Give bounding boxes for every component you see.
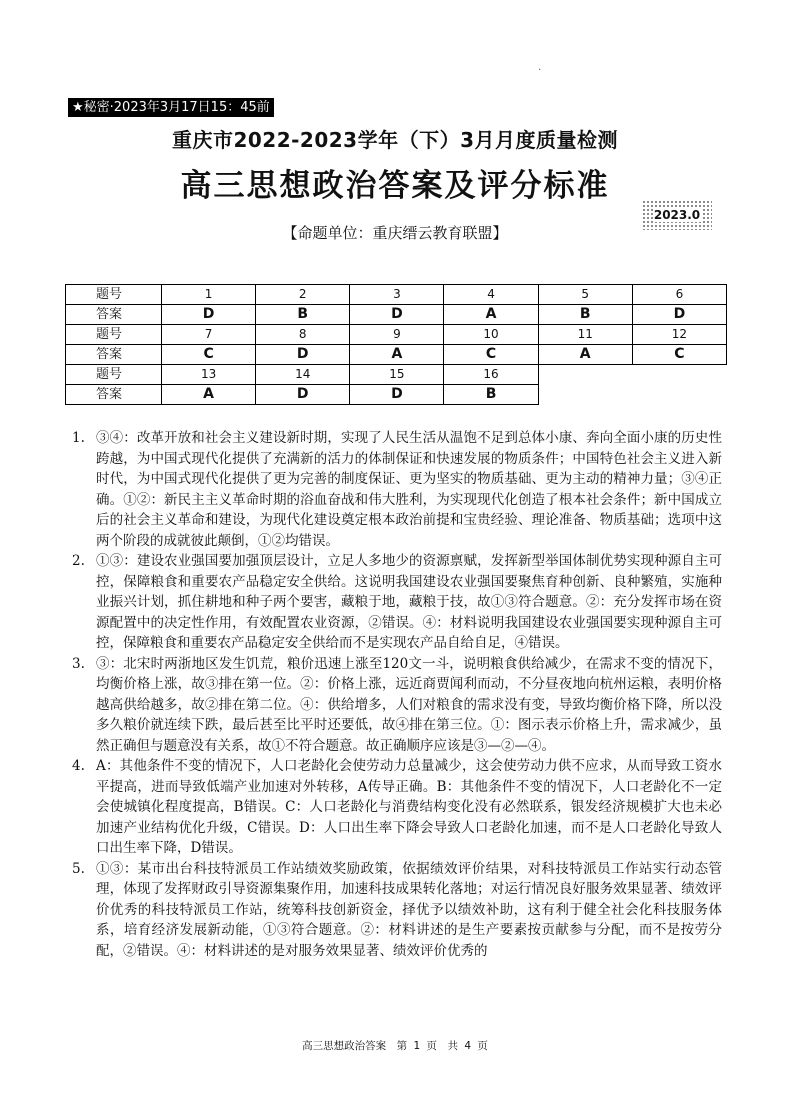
answer-cell: B — [538, 305, 632, 325]
table-row — [66, 365, 727, 385]
table-row — [66, 385, 727, 405]
question-number: 6 — [632, 285, 726, 305]
question-number: 9 — [350, 325, 444, 345]
question-number: 8 — [256, 325, 350, 345]
empty-cell — [538, 385, 726, 405]
item-text: ①③：建设农业强国要加强顶层设计，立足人多地少的资源禀赋，发挥新型举国体制优势实现种源自主可控，保障粮食和重要农产品稳定安全供给。这说明我国建设农业强国要聚焦育种创新、良种繁殖，实施种业振兴计划，抓住耕地和种子两个要害，藏粮于地，藏粮于技，故①③符合题意。②：充分发挥市场在资源配置中的决定性作用，有效配置农业资源，②错误。④：材料说明我国建设农业强国要实现种源自主可控，保障粮食和重要农产品稳定安全供给而不是实现农产品自给自足，④错误。 — [96, 553, 722, 651]
empty-cell — [538, 365, 726, 385]
table-row — [66, 285, 727, 305]
question-number: 14 — [256, 365, 350, 385]
item-text: A：其他条件不变的情况下，人口老龄化会使劳动力总量减少，这会使劳动力供不应求，从而导致工资水平提高，进而导致低端产业加速对外转移，A传导正确。B：其他条件不变的情况下，人口老龄化不一定会使城镇化程度提高，B错误。C：人口老龄化与消费结构变化没有必然联系，银发经济规模扩大也未必加速产业结构优化升级，C错误。D：人口出生率下降会导致人口老龄化加速，而不是人口老龄化导致人口出生率下降，D错误。 — [96, 758, 722, 856]
explanation-item — [72, 428, 722, 551]
row-label: 题号 — [66, 365, 162, 385]
item-number: 4. — [72, 758, 85, 774]
question-number: 16 — [444, 365, 538, 385]
question-number: 4 — [444, 285, 538, 305]
answer-cell: A — [350, 345, 444, 365]
item-number: 3. — [72, 655, 85, 672]
answer-cell: A — [162, 385, 256, 405]
question-number: 7 — [162, 325, 256, 345]
question-number: 2 — [256, 285, 350, 305]
question-number: 1 — [162, 285, 256, 305]
answer-cell: D — [350, 305, 444, 325]
answer-cell: A — [538, 345, 632, 365]
question-number: 10 — [444, 325, 538, 345]
row-label: 题号 — [66, 325, 162, 345]
top-dot: . — [538, 62, 542, 73]
secret-label: ★秘密·2023年3月17日15：45前 — [68, 98, 274, 117]
answer-cell: B — [256, 305, 350, 325]
exam-title: 重庆市2022-2023学年（下）3月月度质量检测 — [171, 128, 619, 152]
authoring-unit: 【命题单位：重庆缙云教育联盟】 — [282, 224, 508, 242]
question-number: 15 — [350, 365, 444, 385]
answer-cell: C — [162, 345, 256, 365]
item-number: 2. — [72, 553, 85, 569]
explanation-item — [72, 654, 722, 757]
stamp-text: 2023.0 — [653, 208, 701, 222]
explanation-item — [72, 551, 722, 654]
answer-cell: D — [256, 345, 350, 365]
row-label: 题号 — [66, 285, 162, 305]
row-label: 答案 — [66, 345, 162, 365]
answer-cell: D — [632, 305, 726, 325]
question-number: 5 — [538, 285, 632, 305]
row-label: 答案 — [66, 385, 162, 405]
page-title: 高三思想政治答案及评分标准 — [180, 168, 610, 204]
question-number: 11 — [538, 325, 632, 345]
item-number: 1. — [72, 430, 85, 446]
table-row — [66, 305, 727, 325]
answer-cell: D — [162, 305, 256, 325]
item-text: ①③：某市出台科技特派员工作站绩效奖励政策，依据绩效评价结果，对科技特派员工作站实行动态管理，体现了发挥财政引导资源集聚作用，加速科技成果转化落地；对运行情况良好服务效果显著、绩效评价优秀的科技特派员工作站，统筹科技创新资金，择优予以绩效补助，这有利于健全社会化科技服务体系，培育经济发展新动能，①③符合题意。②：材料讲述的是生产要素按贡献参与分配，而不是按劳分配，②错误。④：材料讲述的是对服务效果显著、绩效评价优秀的 — [96, 860, 722, 959]
answer-cell: C — [632, 345, 726, 365]
answer-cell: C — [444, 345, 538, 365]
item-text: ③④：改革开放和社会主义建设新时期，实现了人民生活从温饱不足到总体小康、奔向全面小康的历史性跨越，为中国式现代化提供了充满新的活力的体制保证和快速发展的物质条件；中国特色社会主义进入新时代，为中国式现代化提供了更为完善的制度保证、更为坚实的物质基础、更为主动的精神力量；③④正确。①②：新民主主义革命时期的浴血奋战和伟大胜利，为实现现代化创造了根本社会条件；新中国成立后的社会主义革命和建设，为现代化建设奠定根本政治前提和宝贵经验、理论准备、物质基础；选项中这两个阶段的成就彼此颠倒，①②均错误。 — [96, 430, 722, 549]
item-text: ③：北宋时两浙地区发生饥荒，粮价迅速上涨至120文一斗，说明粮食供给减少，在需求不变的情况下，均衡价格上涨，故③排在第一位。②：价格上涨，远近商贾闻利而动，不分昼夜地向杭州运粮，表明价格越高供给越多，故②排在第二位。④：供给增多，人们对粮食的需求没有变，导致均衡价格下降，所以没多久粮价就连续下跌，最后甚至比平时还要低，故④排在第三位。①：图示表示价格上升，需求减少，虽然正确但与题意没有关系，故①不符合题意。故正确顺序应该是③—②—④。 — [96, 655, 722, 754]
question-number: 3 — [350, 285, 444, 305]
explanations — [72, 428, 722, 961]
answer-cell: A — [444, 305, 538, 325]
answer-cell: D — [350, 385, 444, 405]
answer-cell: B — [444, 385, 538, 405]
answer-table — [65, 284, 727, 405]
question-number: 13 — [162, 365, 256, 385]
explanation-item — [72, 859, 722, 962]
explanation-item — [72, 756, 722, 859]
table-row — [66, 345, 727, 365]
table-row — [66, 325, 727, 345]
item-number: 5. — [72, 860, 85, 877]
answer-cell: D — [256, 385, 350, 405]
page-footer: 高三思想政治答案 第 1 页 共 4 页 — [302, 1040, 488, 1052]
question-number: 12 — [632, 325, 726, 345]
row-label: 答案 — [66, 305, 162, 325]
